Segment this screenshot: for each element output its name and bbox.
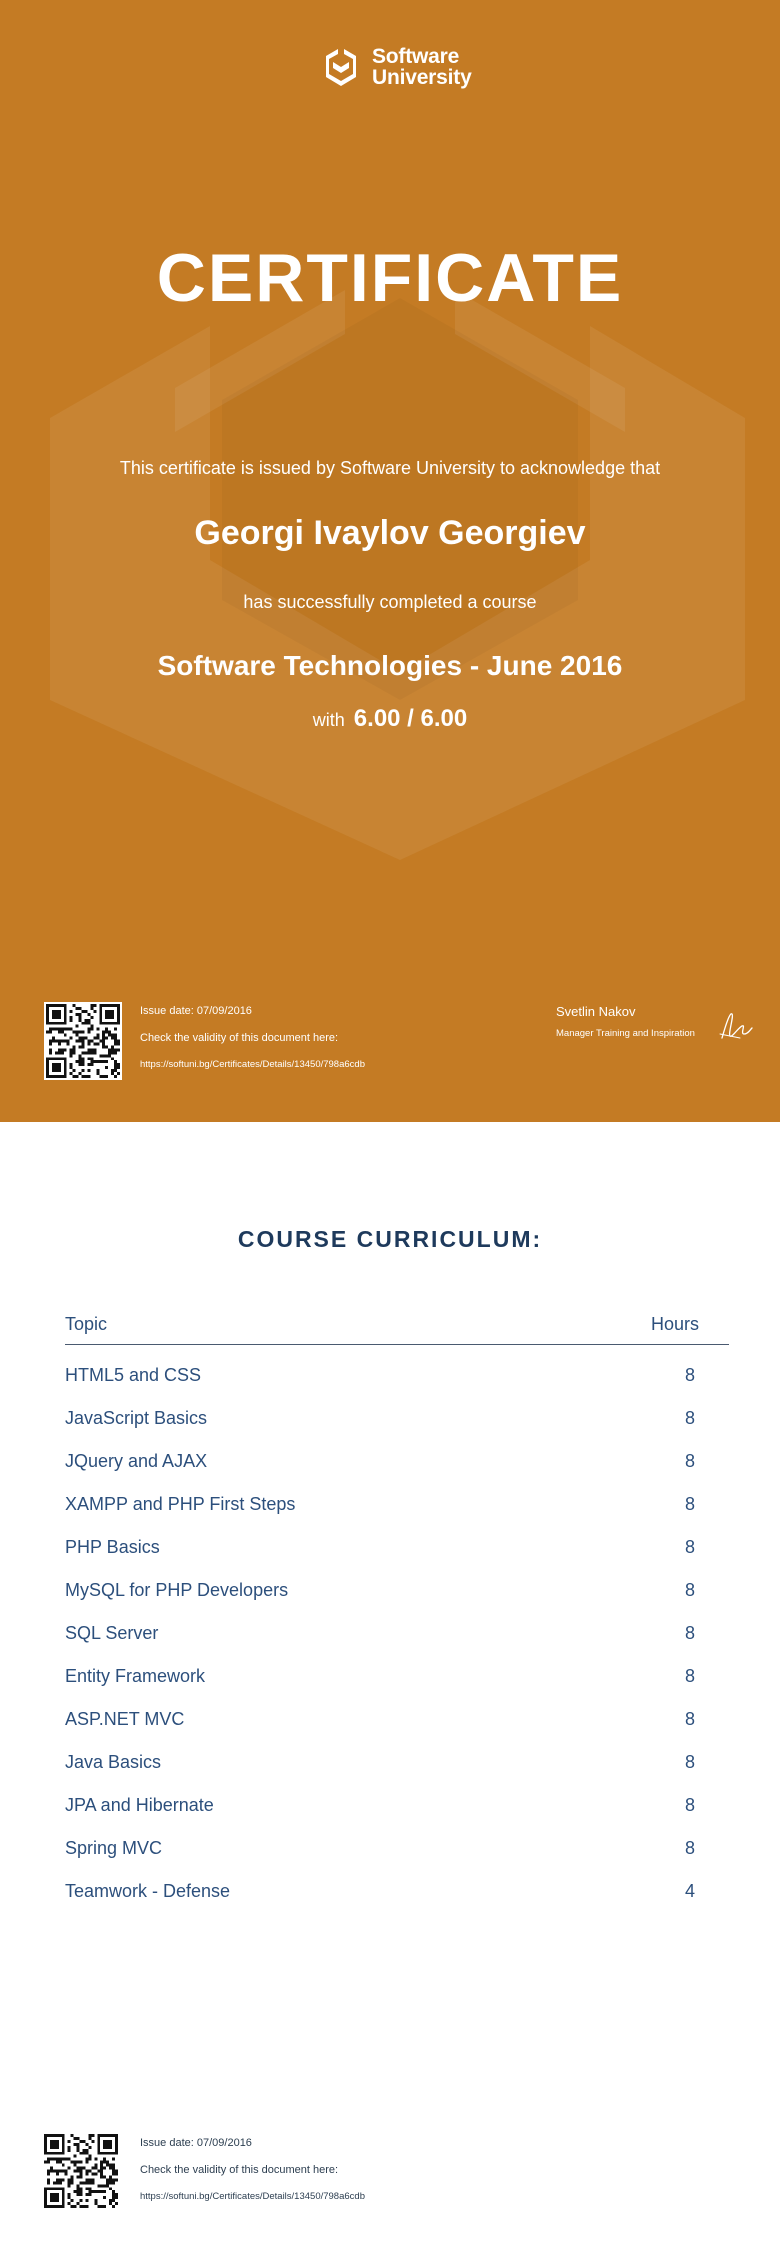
footer-qr-code-icon[interactable] [44,2134,122,2212]
header-hours: Hours [650,1314,699,1334]
row-hours: 4 [684,1881,695,1901]
row-topic: SQL Server [65,1623,159,1643]
issue-date: Issue date: 07/09/2016 [140,1005,252,1017]
row-hours: 8 [684,1537,695,1557]
row-topic: HTML5 and CSS [65,1365,202,1385]
table-row [65,1838,729,1881]
signer-block [556,1004,695,1040]
grade-with-label: with [312,710,345,730]
table-row [65,1795,729,1838]
curriculum-header [65,1312,729,1345]
completed-text: has successfully completed a course [243,592,537,612]
header-topic: Topic [65,1314,108,1334]
signature-icon [718,1004,754,1044]
row-topic: ASP.NET MVC [65,1709,185,1729]
row-hours: 8 [684,1666,695,1686]
signer-name: Svetlin Nakov [556,1004,636,1019]
row-topic: XAMPP and PHP First Steps [65,1494,296,1514]
validity-check-text: Check the validity of this document here: [140,1032,339,1044]
row-hours: 8 [684,1795,695,1815]
footer-validity-check-text: Check the validity of this document here: [140,2164,339,2176]
row-hours: 8 [684,1838,695,1858]
row-topic: JavaScript Basics [65,1408,208,1428]
row-hours: 8 [684,1752,695,1772]
watermark-logo-icon [0,0,780,1122]
row-topic: JQuery and AJAX [65,1451,208,1471]
curriculum-table [65,1312,729,1924]
logo-line-1: Software [372,45,460,68]
row-hours: 8 [684,1365,695,1385]
row-hours: 8 [684,1623,695,1643]
validation-info [140,1004,365,1072]
footer-validation-info [140,2136,365,2204]
curriculum-rows [65,1365,729,1924]
row-hours: 8 [684,1451,695,1471]
table-row [65,1580,729,1623]
table-row [65,1709,729,1752]
course-name: Software Technologies - June 2016 [157,650,623,681]
certificate-title: CERTIFICATE [156,240,624,316]
table-row [65,1881,729,1924]
row-topic: Spring MVC [65,1838,163,1858]
logo-line-2: University [372,66,472,89]
table-row [65,1408,729,1451]
table-row [65,1752,729,1795]
signer-role: Manager Training and Inspiration [556,1028,695,1039]
table-row [65,1365,729,1408]
brand-logo [316,42,472,92]
row-topic: Entity Framework [65,1666,206,1686]
table-row [65,1537,729,1580]
table-row [65,1623,729,1666]
row-topic: JPA and Hibernate [65,1795,214,1815]
footer-validity-url-link[interactable]: https://softuni.bg/Certificates/Details/13450/798a6cdb [140,2191,365,2202]
issued-text: This certificate is issued by Software University to acknowledge that [119,458,661,478]
qr-code-icon[interactable] [44,1002,122,1080]
recipient-name: Georgi Ivaylov Georgiev [194,514,586,552]
table-row [65,1494,729,1537]
certificate-panel [0,0,780,1122]
row-topic: Java Basics [65,1752,162,1772]
softuni-logo-icon [316,42,366,92]
validity-url-link[interactable]: https://softuni.bg/Certificates/Details/13450/798a6cdb [140,1059,365,1070]
row-topic: PHP Basics [65,1537,160,1557]
grade-value: 6.00 / 6.00 [353,705,468,732]
row-topic: Teamwork - Defense [65,1881,231,1901]
row-hours: 8 [684,1580,695,1600]
curriculum-title: COURSE CURRICULUM: [237,1226,543,1252]
row-topic: MySQL for PHP Developers [65,1580,289,1600]
row-hours: 8 [684,1494,695,1514]
table-row [65,1666,729,1709]
footer-issue-date: Issue date: 07/09/2016 [140,2137,252,2149]
row-hours: 8 [684,1709,695,1729]
table-row [65,1451,729,1494]
grade-line [0,704,780,735]
row-hours: 8 [684,1408,695,1428]
